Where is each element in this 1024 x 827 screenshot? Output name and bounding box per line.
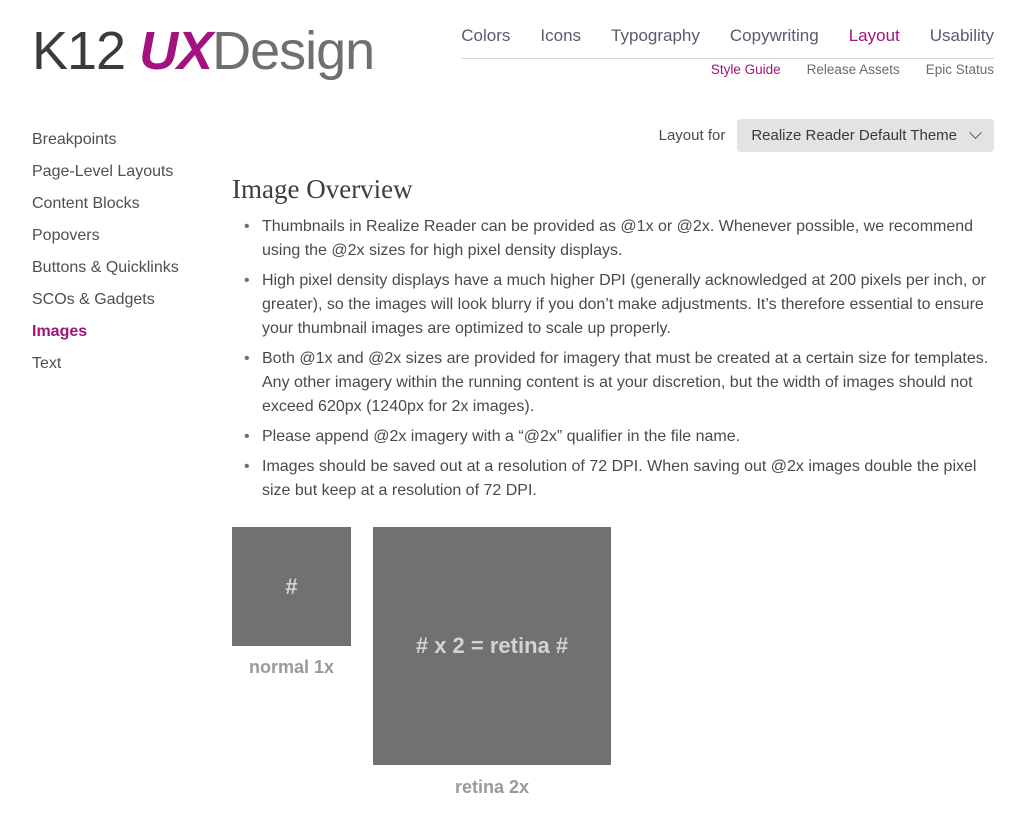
layout-for-label: Layout for [658, 126, 726, 144]
sidebar [32, 124, 212, 380]
layout-for-row [232, 118, 994, 152]
nav-item-colors[interactable]: Colors [461, 26, 511, 45]
list-item: • Please append @2x imagery with a “@2x” qualifier in the file name. [258, 425, 994, 449]
sidebar-item-breakpoints[interactable]: Breakpoints [32, 131, 117, 148]
retina-image-swatch: # x 2 = retina # [373, 527, 611, 765]
normal-image-swatch: # [232, 527, 351, 646]
list-item: • Images should be saved out at a resolution of 72 DPI. When saving out @2x images double the pixel size but keep at a resolution of 72 DPI. [258, 455, 994, 503]
page-title: Image Overview [232, 174, 413, 204]
header [0, 0, 1024, 100]
theme-select-value: Realize Reader Default Theme [751, 126, 957, 144]
secondary-nav [711, 62, 994, 77]
logo-ux: UX [139, 21, 213, 81]
logo-design: Design [212, 21, 375, 81]
sidebar-item-images[interactable]: Images [32, 323, 88, 340]
sidebar-item-page-level-layouts[interactable]: Page-Level Layouts [32, 163, 174, 180]
sidebar-item-scos-gadgets[interactable]: SCOs & Gadgets [32, 291, 155, 308]
main-content [232, 118, 994, 827]
normal-image-caption: normal 1x [248, 657, 335, 677]
nav-item-typography[interactable]: Typography [611, 26, 700, 45]
nav-item-layout[interactable]: Layout [848, 26, 900, 45]
nav-item-copywriting[interactable]: Copywriting [729, 26, 819, 45]
image-scale-demo [232, 527, 994, 827]
list-item: • Thumbnails in Realize Reader can be provided as @1x or @2x. Whenever possible, we recommend using the @2x sizes for high pixel density displays. [258, 215, 994, 263]
list-item: • Both @1x and @2x sizes are provided for imagery that must be created at a certain size for templates. Any other imagery within the running content is at your discretion, but the width of images should not exceed 620px (1240px for 2x images). [258, 347, 994, 419]
retina-image-caption: retina 2x [454, 777, 530, 797]
chevron-down-icon [969, 126, 982, 139]
nav-item-icons[interactable]: Icons [540, 26, 582, 45]
subnav-item-epic-status[interactable]: Epic Status [925, 62, 994, 77]
overview-bullet-list [232, 215, 994, 503]
sidebar-item-buttons-quicklinks[interactable]: Buttons & Quicklinks [32, 259, 179, 276]
nav-item-usability[interactable]: Usability [929, 26, 994, 45]
sidebar-item-text[interactable]: Text [32, 355, 62, 372]
subnav-item-style-guide[interactable]: Style Guide [710, 62, 781, 77]
sidebar-item-popovers[interactable]: Popovers [32, 227, 100, 244]
theme-select[interactable] [737, 119, 994, 152]
primary-nav [461, 26, 994, 59]
list-item: • High pixel density displays have a much higher DPI (generally acknowledged at 200 pixels per inch, or greater), so the images will look blurry if you don’t make adjustments. It’s therefore essential to ensure your thumbnail images are optimized to scale up properly. [258, 269, 994, 341]
site-logo[interactable] [32, 21, 375, 81]
subnav-item-release-assets[interactable]: Release Assets [806, 62, 900, 77]
sidebar-item-content-blocks[interactable]: Content Blocks [32, 195, 140, 212]
logo-k12: K12 [32, 21, 140, 81]
